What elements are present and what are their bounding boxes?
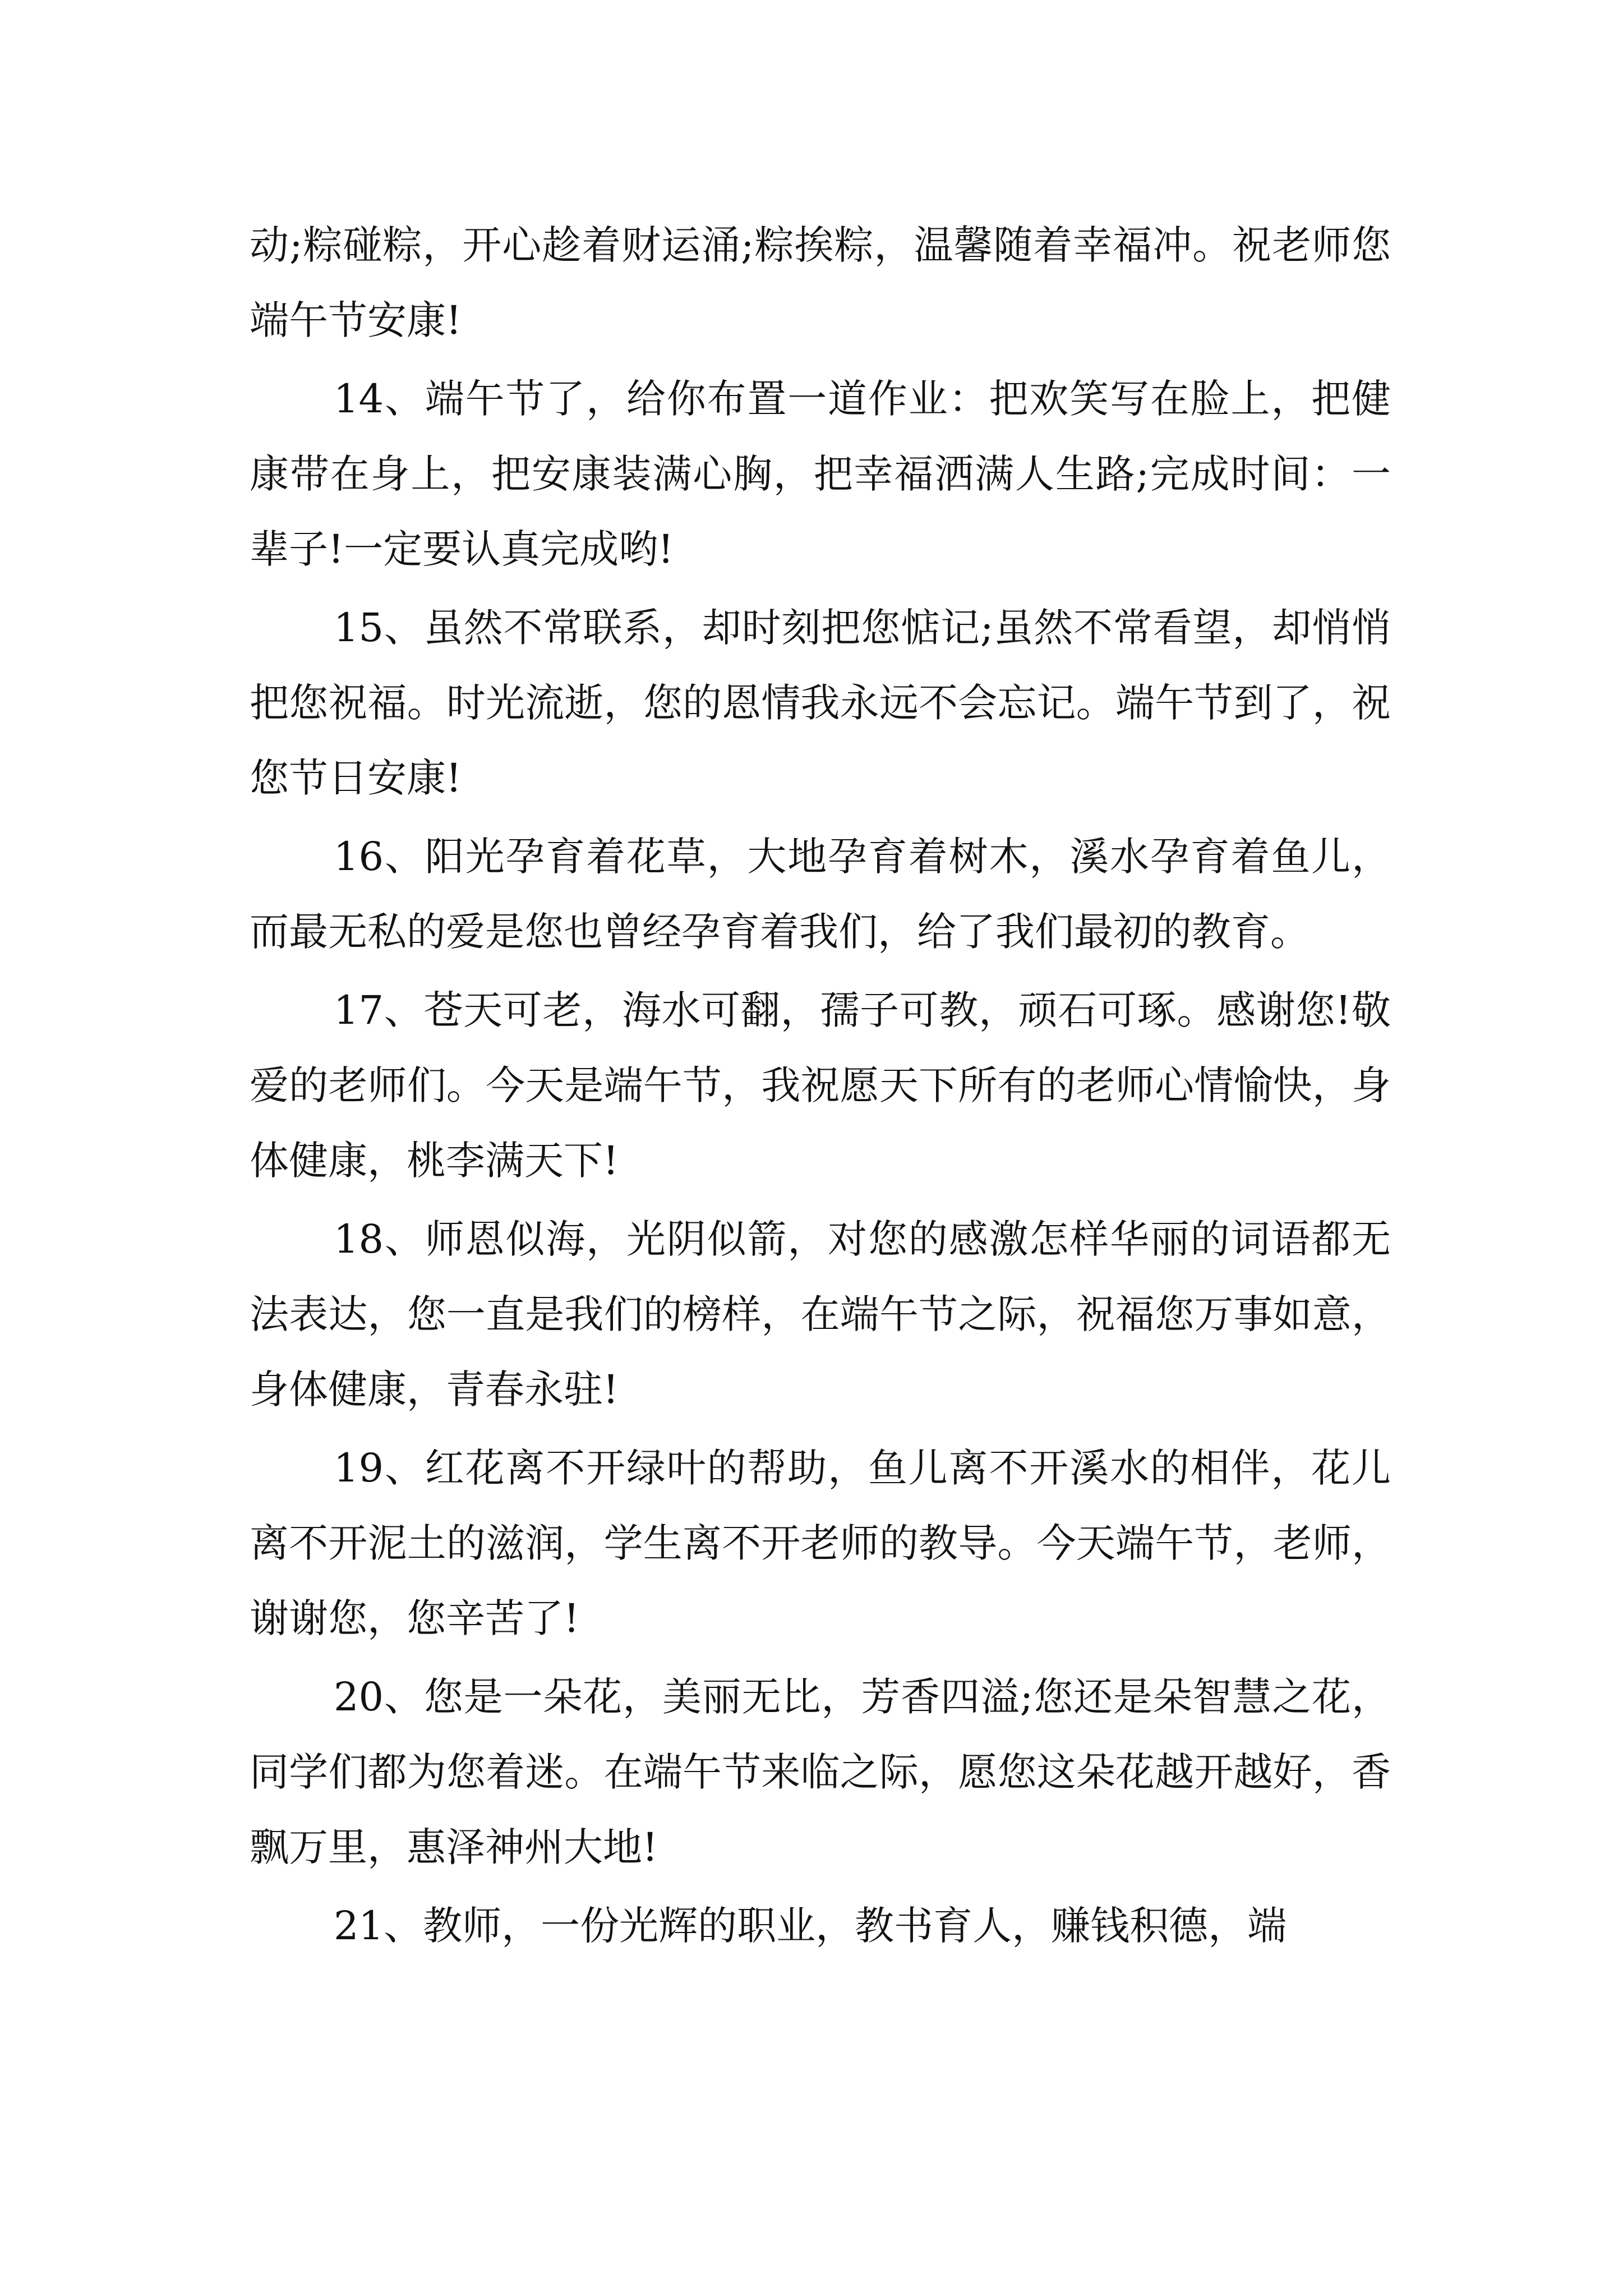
paragraph-15: 15、虽然不常联系，却时刻把您惦记;虽然不常看望，却悄悄把您祝福。时光流逝，您的恩情我永远不会忘记。端午节到了，祝您节日安康!	[250, 605, 1391, 801]
paragraph-21: 21、教师，一份光辉的职业，教书育人，赚钱积德，端	[334, 1903, 1287, 1949]
paragraph-13-continuation: 动;粽碰粽，开心趁着财运涌;粽挨粽，温馨随着幸福冲。祝老师您端午节安康!	[250, 222, 1391, 343]
paragraph-16: 16、阳光孕育着花草，大地孕育着树木，溪水孕育着鱼儿，而最无私的爱是您也曾经孕育着我们，给了我们最初的教育。	[250, 834, 1391, 955]
paragraph-20: 20、您是一朵花，美丽无比，芳香四溢;您还是朵智慧之花，同学们都为您着迷。在端午节来临之际，愿您这朵花越开越好，香飘万里，惠泽神州大地!	[250, 1674, 1391, 1870]
document-page	[250, 208, 1391, 1967]
paragraph-18: 18、师恩似海，光阴似箭，对您的感激怎样华丽的词语都无法表达，您一直是我们的榜样，在端午节之际，祝福您万事如意，身体健康，青春永驻!	[250, 1216, 1391, 1412]
paragraph-17: 17、苍天可老，海水可翻，孺子可教，顽石可琢。感谢您!敬爱的老师们。今天是端午节，我祝愿天下所有的老师心情愉快，身体健康，桃李满天下!	[250, 987, 1391, 1184]
paragraph-14: 14、端午节了，给你布置一道作业：把欢笑写在脸上，把健康带在身上，把安康装满心胸，把幸福洒满人生路;完成时间：一辈子!一定要认真完成哟!	[250, 376, 1391, 572]
paragraph-19: 19、红花离不开绿叶的帮助，鱼儿离不开溪水的相伴，花儿离不开泥土的滋润，学生离不开老师的教导。今天端午节，老师，谢谢您，您辛苦了!	[250, 1445, 1391, 1641]
